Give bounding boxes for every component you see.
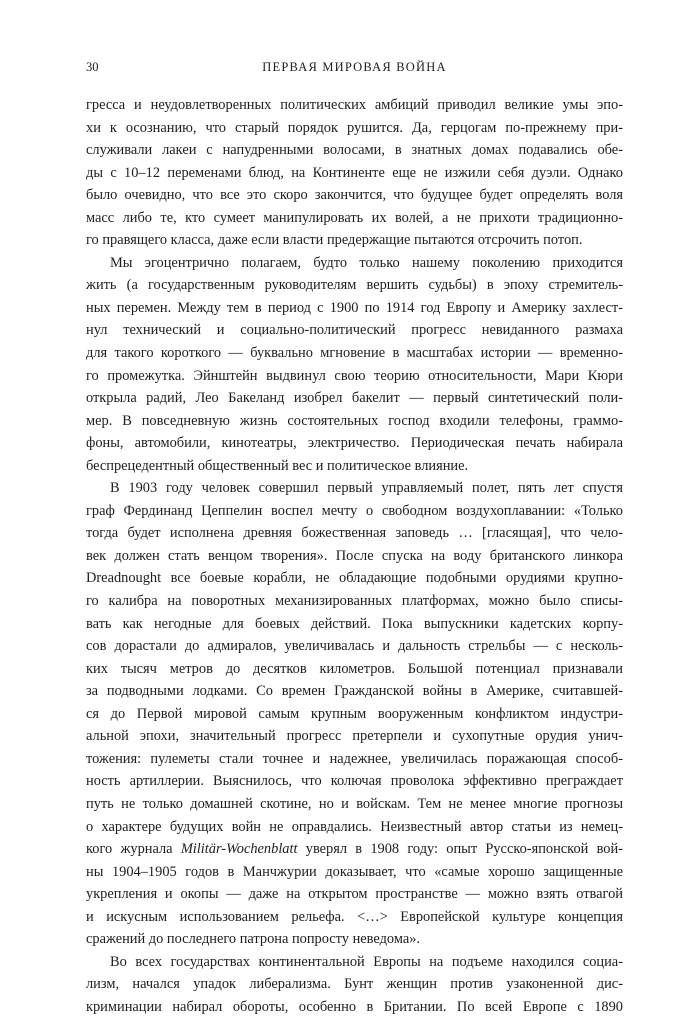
text-line: ды с 10–12 переменами блюд, на Континенте еще не изжили себя дуэли. Однако <box>86 164 623 181</box>
paragraph-first-line: В 1903 году человек совершил первый управляемый полет, пять лет спустя <box>110 480 623 497</box>
journal-title: Militär-Wochenblatt <box>180 841 298 858</box>
body-text <box>86 94 623 1018</box>
text-line: нул технический и социально-политический прогресс невиданного размаха <box>86 322 623 339</box>
page-number: 30 <box>86 60 99 74</box>
running-title: ПЕРВАЯ МИРОВАЯ ВОЙНА <box>262 60 447 74</box>
text-line: фоны, автомобили, кинотеатры, электричество. Периодическая печать набирала <box>86 435 623 452</box>
text-line: служивали лакеи с напудренными волосами, в знатных домах подавались обе- <box>86 142 623 159</box>
text-line: беспрецедентный общественный вес и политическое влияние. <box>86 457 469 474</box>
text-line: гресса и неудовлетворенных политических амбиций приводил великие умы эпо- <box>86 97 623 113</box>
text-line: мер. В повседневную жизнь состоятельных господ входили телефоны, граммо- <box>86 412 623 429</box>
text-line: го промежутка. Эйнштейн выдвинул свою теорию относительности, Мари Кюри <box>86 367 623 384</box>
text-line: укрепления и окопы — даже на открытом пространстве — можно взять отвагой <box>86 886 623 903</box>
text-segment: кого журнала <box>86 841 173 858</box>
text-line: граф Фердинанд Цеппелин воспел мечту о свободном воздухоплавании: «Только <box>86 502 623 519</box>
text-line: ность артиллерии. Выяснилось, что колючая проволока эффективно преграждает <box>86 773 623 790</box>
text-line: ны 1904–1905 годов в Манчжурии доказывает, что «самые хорошо защищенные <box>86 863 623 880</box>
text-line: ких тысяч метров до десятков километров. Большой потенциал признавали <box>86 660 623 677</box>
text-line: масс либо те, кто сумеет манипулировать их волей, а не прихоти традиционно- <box>86 209 623 226</box>
text-line: ся до Первой мировой самым крупным вооруженным конфликтом индустри- <box>86 705 623 722</box>
text-line: было очевидно, что все это скоро закончится, что будущее будет определять воля <box>86 187 623 204</box>
text-line: хи к осознанию, что старый порядок рушится. Да, герцогам по-прежнему при- <box>86 119 623 136</box>
text-line: век должен стать венцом творения». После спуска на воду британского линкора <box>86 547 623 564</box>
text-line: криминации набирал обороты, особенно в Британии. По всей Европе с 1890 <box>86 998 623 1015</box>
text-segment: уверял в 1908 году: опыт Русско-японской вой- <box>305 841 623 858</box>
text-line: го правящего класса, даже если власти предержащие пытаются отсрочить потоп. <box>86 232 583 249</box>
text-line: жить (а государственным руководителям вершить судьбы) в эпоху стремитель- <box>86 277 623 294</box>
paragraph-first-line: Мы эгоцентрично полагаем, будто только нашему поколению приходится <box>110 254 623 271</box>
text-line: для такого короткого — буквально мгновение в масштабах истории — временно- <box>86 345 623 362</box>
text-line: вать как негодные для боевых действий. Пока выпускники кадетских корпу- <box>86 615 623 632</box>
paragraph-first-line: Во всех государствах континентальной Европы на подъеме находился социа- <box>110 953 623 970</box>
text-line: путь не только домашней скотине, но и войскам. Тем не менее многие прогнозы <box>86 795 623 812</box>
text-line: о характере будущих войн не оправдались. Неизвестный автор статьи из немец- <box>86 818 623 835</box>
text-line: альной эпохи, значительный прогресс претерпели и сухопутные орудия унич- <box>86 728 623 745</box>
text-line: тожения: пулеметы стали точнее и надежнее, увеличилась поражающая способ- <box>86 750 623 767</box>
text-line: сов дорастали до адмиралов, увеличивалась и дальность стрельбы — с несколь- <box>86 638 623 655</box>
text-line: и искусным использованием рельефа. <…> Европейской культуре концепция <box>86 908 623 925</box>
text-line: за подводными лодками. Со времен Гражданской войны в Америке, считавшей- <box>86 683 623 700</box>
text-line: сражений до последнего патрона попросту неведома». <box>86 931 421 948</box>
text-line <box>86 838 623 861</box>
text-line: го калибра на поворотных механизированных платформах, можно было списы- <box>86 593 623 610</box>
text-line: ных перемен. Между тем в период с 1900 по 1914 год Европу и Америку захлест- <box>86 299 623 316</box>
text-line: Dreadnought все боевые корабли, не обладающие подобными орудиями крупно- <box>86 570 623 587</box>
page-header <box>86 60 623 80</box>
text-line: тогда будет исполнена древняя божественная заповедь … [гласящая], что чело- <box>86 525 623 542</box>
text-line: лизм, начался упадок либерализма. Бунт женщин против узаконенной дис- <box>86 976 623 993</box>
text-line: открыла радий, Лео Бакеланд изобрел бакелит — первый синтетический поли- <box>86 390 623 407</box>
